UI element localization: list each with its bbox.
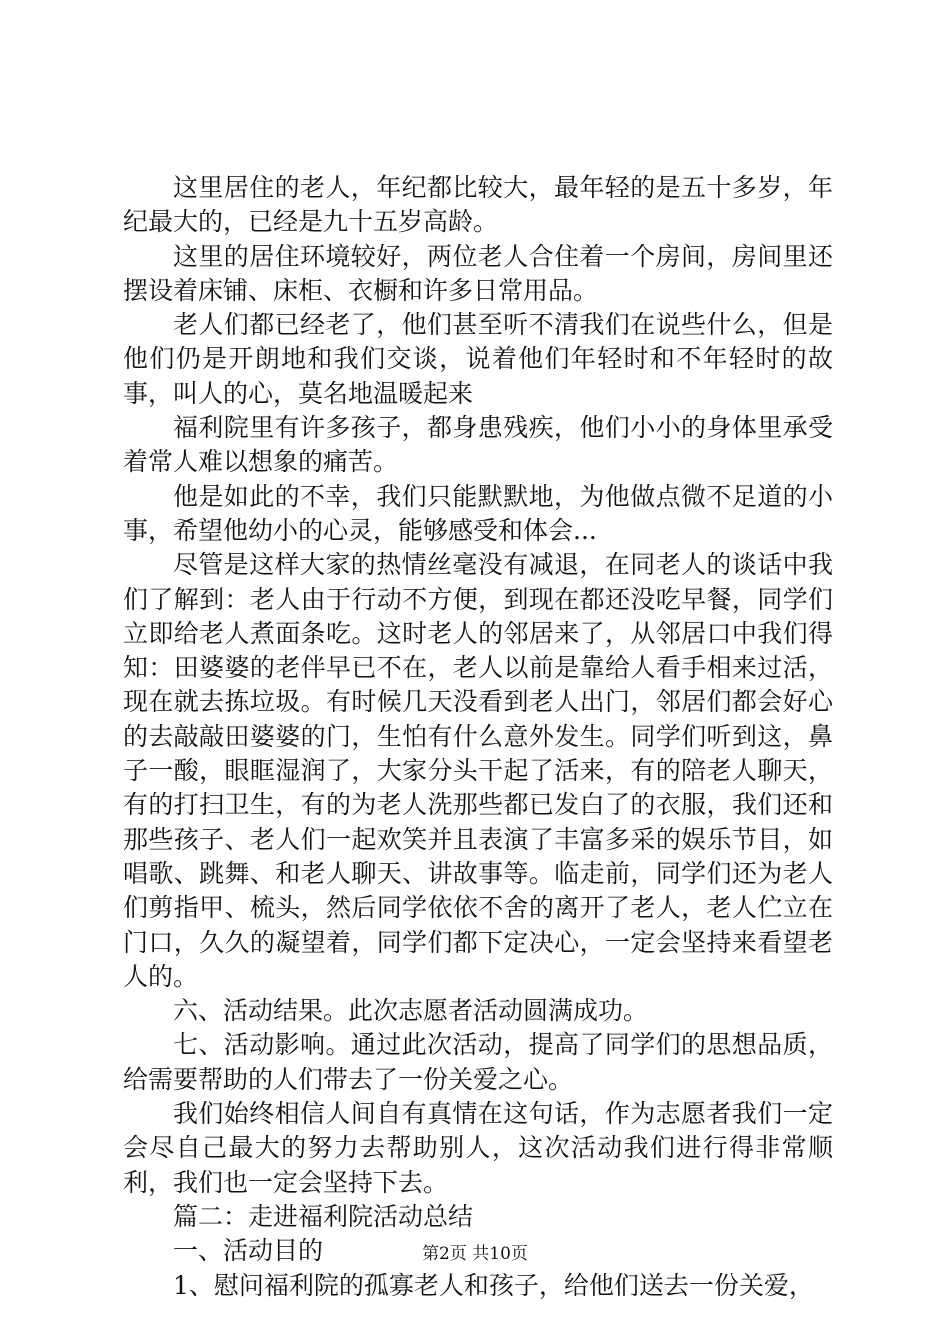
page-number-footer: 第2页 共10页 bbox=[422, 1244, 528, 1264]
paragraph-small-deeds: 他是如此的不幸，我们只能默默地，为他做点微不足道的小事，希望他幼小的心灵，能够感受和体会... bbox=[123, 481, 833, 545]
section-heading-purpose: 一、活动目的 bbox=[173, 1236, 324, 1266]
document-body bbox=[123, 171, 833, 1303]
paragraph-activity-result: 六、活动结果。此次志愿者活动圆满成功。 bbox=[173, 996, 649, 1026]
paragraph-elderly-stories: 老人们都已经老了，他们甚至听不清我们在说些什么，但是他们仍是开朗地和我们交谈，说着他们年轻时和不年轻时的故事，叫人的心，莫名地温暖起来 bbox=[123, 310, 833, 408]
paragraph-elderly-age: 这里居住的老人，年纪都比较大，最年轻的是五十多岁，年纪最大的，已经是九十五岁高龄。 bbox=[123, 173, 833, 237]
paragraph-conclusion: 我们始终相信人间自有真情在这句话，作为志愿者我们一定会尽自己最大的努力去帮助别人，这次活动我们进行得非常顺利，我们也一定会坚持下去。 bbox=[123, 1099, 833, 1197]
paragraph-children: 福利院里有许多孩子，都身患残疾，他们小小的身体里承受着常人难以想象的痛苦。 bbox=[123, 413, 833, 477]
section-heading-part-two: 篇二：走进福利院活动总结 bbox=[173, 1201, 474, 1231]
paragraph-activity-impact: 七、活动影响。通过此次活动，提高了同学们的思想品质，给需要帮助的人们带去了一份关爱之心。 bbox=[123, 1030, 833, 1094]
paragraph-living-environment: 这里的居住环境较好，两位老人合住着一个房间，房间里还摆设着床铺、床柜、衣橱和许多日常用品。 bbox=[123, 241, 833, 305]
paragraph-purpose-item-1: 1、慰问福利院的孤寡老人和孩子，给他们送去一份关爱， bbox=[173, 1270, 814, 1300]
paragraph-visit-details: 尽管是这样大家的热情丝毫没有减退，在同老人的谈话中我们了解到：老人由于行动不方便，到现在都还没吃早餐，同学们立即给老人煮面条吃。这时老人的邻居来了，从邻居口中我们得知：田婆婆的老伴早已不在，老人以前是靠给人看手相来过活，现在就去拣垃圾。有时候几天没看到老人出门，邻居们都会好心的去敲敲田婆婆的门，生怕有什么意外发生。同学们听到这，鼻子一酸，眼眶湿润了，大家分头干起了活来，有的陪老人聊天，有的打扫卫生，有的为老人洗那些都已发白了的衣服，我们还和那些孩子、老人们一起欢笑并且表演了丰富多采的娱乐节目，如唱歌、跳舞、和老人聊天、讲故事等。临走前，同学们还为老人们剪指甲、梳头，然后同学依依不舍的离开了老人，老人伫立在门口，久久的凝望着，同学们都下定决心，一定会坚持来看望老人的。 bbox=[123, 550, 833, 991]
